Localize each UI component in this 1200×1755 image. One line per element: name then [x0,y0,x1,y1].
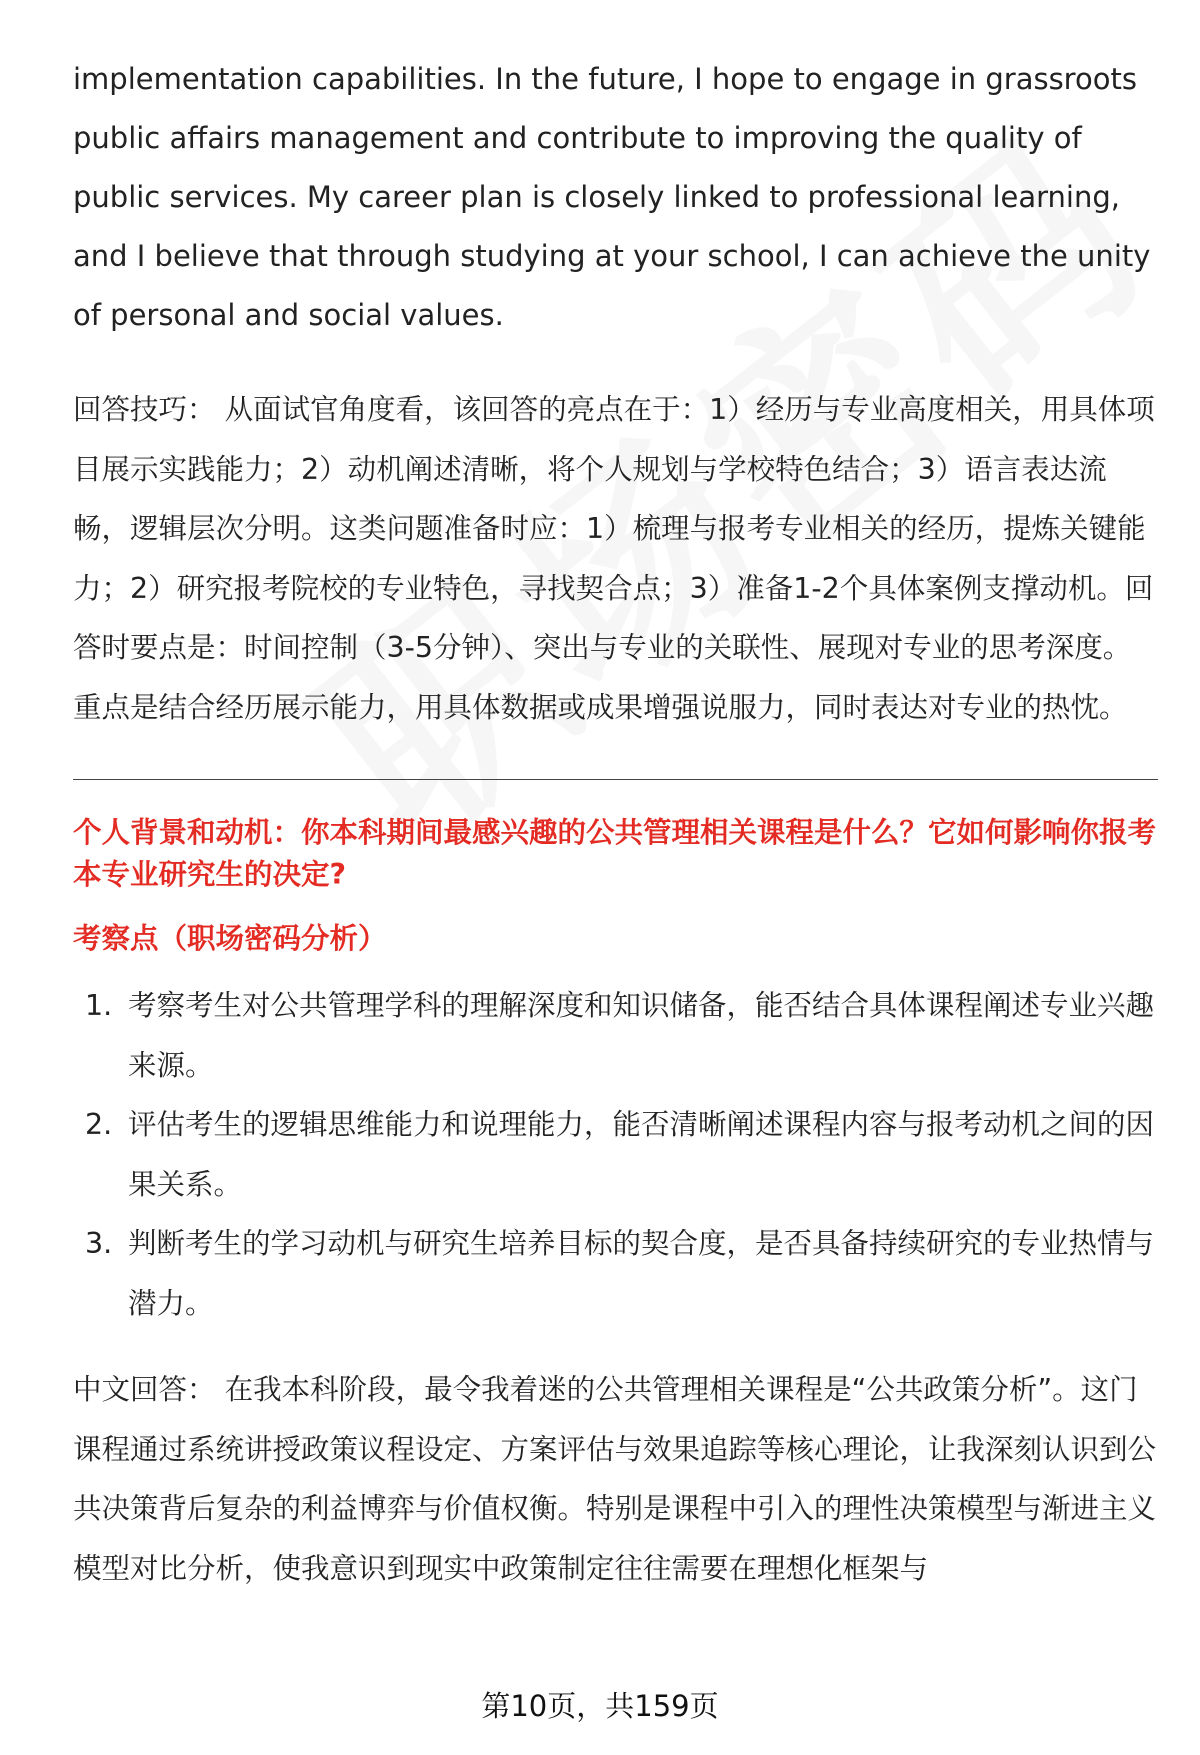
list-text: 评估考生的逻辑思维能力和说理能力，能否清晰阐述课程内容与报考动机之间的因果关系。 [128,1108,1155,1201]
list-item [73,1095,1158,1214]
chinese-answer-paragraph [73,1360,1158,1598]
focus-heading: 考察点（职场密码分析） [73,922,387,955]
section-divider [73,779,1158,780]
question-heading: 个人背景和动机：你本科期间最感兴趣的公共管理相关课程是什么？它如何影响你报考本专业研究生的决定? [73,816,1157,891]
list-number: 2. [85,1108,113,1141]
list-number: 1. [85,989,113,1022]
focus-list [73,976,1158,1333]
list-item [73,1214,1158,1333]
answer-label: 中文回答： [73,1373,216,1406]
list-text: 判断考生的学习动机与研究生培养目标的契合度，是否具备持续研究的专业热情与潜力。 [128,1227,1155,1320]
document-page [73,50,1158,1598]
tips-label: 回答技巧： [73,393,216,426]
english-answer-paragraph: implementation capabilities. In the future, I hope to engage in grassroots public affairs management and contribute to improving the quality of public services. My career plan is closely linked to professional learning, and I believe that through studying at your school, I can achieve the unity of personal and social values. [73,62,1151,332]
answer-text: 在我本科阶段，最令我着迷的公共管理相关课程是“公共政策分析”。这门课程通过系统讲授政策议程设定、方案评估与效果追踪等核心理论，让我深刻认识到公共决策背后复杂的利益博弈与价值权衡。特别是课程中引入的理性决策模型与渐进主义模型对比分析，使我意识到现实中政策制定往往需要在理想化框架与 [73,1373,1157,1585]
tips-text: 从面试官角度看，该回答的亮点在于：1）经历与专业高度相关，用具体项目展示实践能力；2）动机阐述清晰，将个人规划与学校特色结合；3）语言表达流畅，逻辑层次分明。这类问题准备时应：1）梳理与报考专业相关的经历，提炼关键能力；2）研究报考院校的专业特色，寻找契合点；3）准备1-2个具体案例支撑动机。回答时要点是：时间控制（3-5分钟）、突出与专业的关联性、展现对专业的思考深度。重点是结合经历展示能力，用具体数据或成果增强说服力，同时表达对专业的热忱。 [73,393,1155,724]
list-number: 3. [85,1227,113,1260]
answer-tips-paragraph [73,380,1158,737]
page-number-footer: 第10页，共159页 [481,1689,719,1723]
list-text: 考察考生对公共管理学科的理解深度和知识储备，能否结合具体课程阐述专业兴趣来源。 [128,989,1155,1082]
list-item [73,976,1158,1095]
